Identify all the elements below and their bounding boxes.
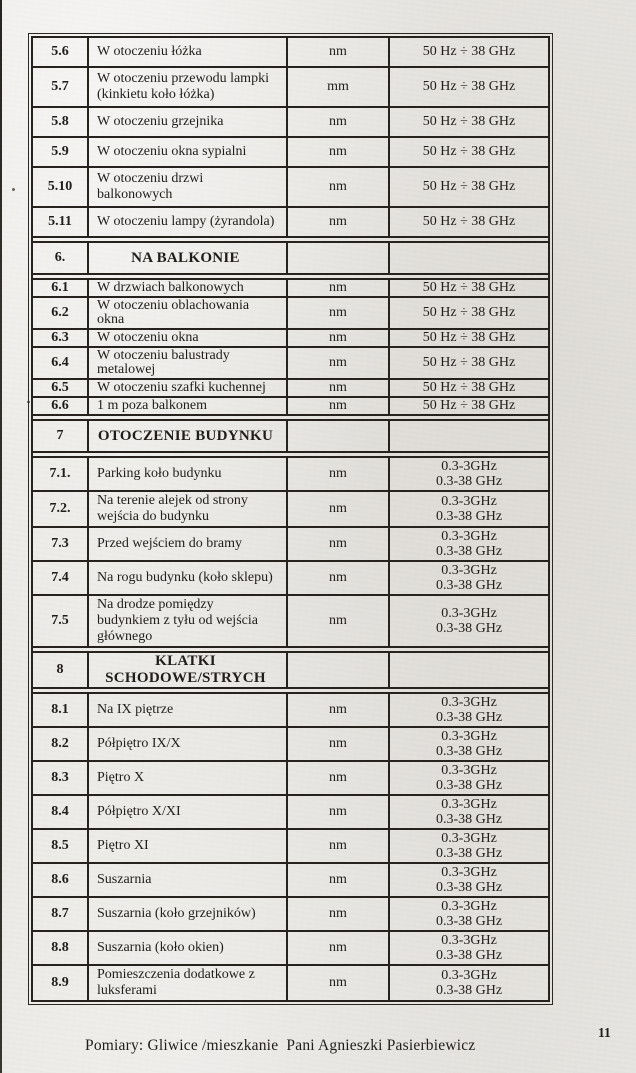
frequency-range-cell-line: 0.3-38 GHz [435,474,503,489]
frequency-range-cell [390,728,548,760]
section-title-cell-line: OTOCZENIE BUDYNKU [97,427,274,444]
section-empty-unit-cell [288,421,390,451]
frequency-range-cell-line: 0.3-3GHz [441,831,497,846]
row-number-cell [33,528,89,560]
frequency-range-cell-line: 0.3-3GHz [441,797,497,812]
unit-cell [288,348,390,378]
location-cell [89,830,288,862]
frequency-range-cell [390,458,548,490]
frequency-range-cell-line: 0.3-3GHz [441,529,497,544]
table-row [33,932,548,966]
location-cell [89,138,288,166]
row-number-cell-line: 8.8 [51,940,69,955]
location-cell-line: głównego [97,629,153,644]
unit-cell-line: nm [329,380,347,395]
frequency-range-cell [390,864,548,896]
section-number-cell-line: 6. [54,250,66,265]
frequency-range-cell-line: 50 Hz ÷ 38 GHz [422,179,516,194]
location-cell-line: Suszarnia (koło grzejników) [97,906,256,921]
location-cell-line: Pomieszczenia dodatkowe z [97,967,255,982]
section-number-cell-line: 8 [56,662,64,677]
location-cell-line: Na drodze pomiędzy [97,597,214,612]
unit-cell [288,330,390,346]
unit-cell [288,458,390,490]
row-number-cell-line: 7.4 [51,570,69,585]
frequency-range-cell [390,562,548,594]
location-cell-line: Na rogu budynku (koło sklepu) [97,570,273,585]
section-empty-frequency-cell [390,421,548,451]
row-number-cell [33,108,89,136]
table-row [33,298,548,330]
unit-cell [288,298,390,328]
table-row [33,208,548,238]
measurement-table [31,36,550,1002]
frequency-range-cell [390,138,548,166]
location-cell [89,762,288,794]
row-number-cell [33,380,89,396]
section-empty-unit-cell [288,243,390,273]
frequency-range-cell [390,694,548,726]
row-number-cell [33,728,89,760]
row-number-cell-line: 5.10 [47,179,73,194]
row-number-cell-line: 5.11 [48,214,72,229]
location-cell [89,864,288,896]
row-number-cell-line: 7.2. [49,501,71,516]
frequency-range-cell-line: 50 Hz ÷ 38 GHz [422,330,516,345]
section-rows [33,456,548,648]
table-row [33,398,548,416]
table-row [33,38,548,68]
frequency-range-cell-line: 0.3-3GHz [441,968,497,983]
table-row [33,138,548,168]
frequency-range-cell-line: 50 Hz ÷ 38 GHz [422,398,516,413]
unit-cell-line: nm [329,398,347,413]
table-row [33,458,548,492]
frequency-range-cell-line: 50 Hz ÷ 38 GHz [422,214,516,229]
row-number-cell-line: 7.1. [49,466,71,481]
section-number-cell-line: 7 [56,428,64,443]
section-rows [33,692,548,1000]
table-row [33,168,548,208]
frequency-range-cell-line: 0.3-3GHz [441,933,497,948]
row-number-cell-line: 6.2 [51,305,69,320]
table-row [33,348,548,380]
unit-cell-line: nm [329,975,347,990]
unit-cell [288,108,390,136]
location-cell [89,108,288,136]
table-row [33,694,548,728]
unit-cell-line: nm [329,872,347,887]
location-cell-line: Suszarnia (koło okien) [97,940,224,955]
row-number-cell [33,280,89,296]
unit-cell-line: nm [329,770,347,785]
location-cell-line: Suszarnia [97,872,152,887]
frequency-range-cell-line: 50 Hz ÷ 38 GHz [422,79,516,94]
location-cell-line: W otoczeniu drzwi [97,171,204,186]
location-cell-line: W otoczeniu szafki kuchennej [97,380,266,395]
location-cell-line: 1 m poza balkonem [97,398,208,413]
frequency-range-cell-line: 50 Hz ÷ 38 GHz [422,144,516,159]
row-number-cell-line: 6.6 [51,398,69,413]
unit-cell-line: nm [329,570,347,585]
row-number-cell-line: 8.9 [51,975,69,990]
frequency-range-cell-line: 0.3-38 GHz [435,710,503,725]
frequency-range-cell [390,168,548,206]
unit-cell-line: nm [329,736,347,751]
location-cell-line: Półpiętro IX/X [97,736,181,751]
frequency-range-cell-line: 0.3-3GHz [441,763,497,778]
footer-caption: Pomiary: Gliwice /mieszkanie Pani Agnieszki Pasierbiewicz [85,1037,476,1054]
row-number-cell [33,932,89,964]
frequency-range-cell-line: 0.3-38 GHz [435,578,503,593]
table-section [33,38,548,238]
row-number-cell [33,492,89,526]
location-cell [89,38,288,66]
frequency-range-cell [390,68,548,106]
unit-cell-line: nm [329,179,347,194]
location-cell [89,932,288,964]
unit-cell [288,138,390,166]
location-cell [89,68,288,106]
unit-cell-line: nm [329,280,347,295]
unit-cell [288,492,390,526]
frequency-range-cell-line: 50 Hz ÷ 38 GHz [422,44,516,59]
table-row [33,864,548,898]
row-number-cell-line: 8.6 [51,872,69,887]
unit-cell [288,38,390,66]
unit-cell [288,762,390,794]
location-cell-line: Piętro X [97,770,145,785]
row-number-cell [33,398,89,414]
frequency-range-cell [390,596,548,646]
location-cell-line: W otoczeniu grzejnika [97,114,224,129]
unit-cell [288,596,390,646]
location-cell-line: metalowej [97,362,156,377]
row-number-cell-line: 8.4 [51,804,69,819]
table-row [33,796,548,830]
unit-cell-line: nm [329,144,347,159]
frequency-range-cell [390,762,548,794]
location-cell-line: Półpiętro X/XI [97,804,181,819]
location-cell [89,898,288,930]
frequency-range-cell-line: 0.3-38 GHz [435,983,503,998]
location-cell-line: W otoczeniu lampy (żyrandola) [97,214,275,229]
table-section [33,241,548,416]
location-cell [89,492,288,526]
row-number-cell [33,348,89,378]
unit-cell [288,898,390,930]
frequency-range-cell [390,298,548,328]
row-number-cell-line: 6.1 [51,280,69,295]
section-title-cell-line: SCHODOWE/STRYCH [105,670,266,686]
row-number-cell-line: 8.2 [51,736,69,751]
row-number-cell-line: 8.5 [51,838,69,853]
location-cell [89,562,288,594]
frequency-range-cell-line: 0.3-38 GHz [435,846,503,861]
frequency-range-cell-line: 0.3-3GHz [441,729,497,744]
section-header-row [33,653,548,689]
section-rows [33,38,548,238]
frequency-range-cell [390,108,548,136]
location-cell-line: W otoczeniu okna [97,330,199,345]
unit-cell-line: nm [329,214,347,229]
row-number-cell-line: 6.3 [51,330,69,345]
location-cell-line: Przed wejściem do bramy [97,536,243,551]
unit-cell [288,398,390,414]
scan-dot-artifact [27,401,30,403]
table-row [33,380,548,398]
location-cell [89,458,288,490]
location-cell-line: Na terenie alejek od strony [97,493,248,508]
location-cell-line: W drzwiach balkonowych [97,280,244,295]
frequency-range-cell-line: 0.3-38 GHz [435,509,503,524]
unit-cell-line: nm [329,44,347,59]
row-number-cell [33,208,89,236]
frequency-range-cell-line: 50 Hz ÷ 38 GHz [422,280,516,295]
row-number-cell [33,898,89,930]
table-row [33,762,548,796]
frequency-range-cell [390,932,548,964]
section-rows [33,278,548,416]
location-cell [89,280,288,296]
unit-cell-line: nm [329,355,347,370]
unit-cell [288,966,390,1000]
section-title-cell [89,421,288,451]
unit-cell-line: mm [327,79,349,94]
frequency-range-cell [390,898,548,930]
frequency-range-cell-line: 0.3-38 GHz [435,914,503,929]
frequency-range-cell-line: 50 Hz ÷ 38 GHz [422,380,516,395]
table-section [33,651,548,1000]
section-empty-frequency-cell [390,653,548,687]
frequency-range-cell-line: 0.3-38 GHz [435,544,503,559]
table-row [33,330,548,348]
location-cell-line: budynkiem z tyłu od wejścia [97,613,258,628]
location-cell-line: Parking koło budynku [97,466,222,481]
section-empty-unit-cell [288,653,390,687]
table-row [33,966,548,1000]
frequency-range-cell [390,492,548,526]
frequency-range-cell-line: 50 Hz ÷ 38 GHz [422,114,516,129]
row-number-cell-line: 5.9 [51,144,69,159]
unit-cell [288,280,390,296]
row-number-cell [33,138,89,166]
row-number-cell-line: 6.4 [51,355,69,370]
location-cell-line: wejścia do budynku [97,509,209,524]
section-title-cell-line: KLATKI [155,653,216,669]
row-number-cell [33,694,89,726]
section-number-cell [33,653,89,687]
table-row [33,728,548,762]
frequency-range-cell [390,796,548,828]
unit-cell [288,380,390,396]
frequency-range-cell-line: 0.3-3GHz [441,606,497,621]
unit-cell [288,694,390,726]
unit-cell [288,830,390,862]
section-title-cell [89,653,288,687]
location-cell-line: (kinkietu koło łóżka) [97,87,215,102]
table-row [33,898,548,932]
unit-cell-line: nm [329,702,347,717]
unit-cell-line: nm [329,330,347,345]
page-number: 11 [598,1025,611,1040]
frequency-range-cell-line: 0.3-3GHz [441,494,497,509]
row-number-cell [33,298,89,328]
row-number-cell [33,596,89,646]
scan-edge-artifact [0,0,2,1073]
location-cell-line: W otoczeniu balustrady [97,348,230,363]
scan-dot-artifact [12,188,15,191]
row-number-cell-line: 6.5 [51,380,69,395]
frequency-range-cell [390,966,548,1000]
location-cell [89,694,288,726]
location-cell [89,348,288,378]
unit-cell [288,864,390,896]
location-cell-line: okna [97,312,125,327]
frequency-range-cell-line: 0.3-38 GHz [435,880,503,895]
row-number-cell-line: 5.6 [51,44,69,59]
table-row [33,596,548,648]
location-cell-line: balkonowych [97,187,173,202]
frequency-range-cell [390,38,548,66]
section-number-cell [33,243,89,273]
unit-cell-line: nm [329,838,347,853]
row-number-cell [33,830,89,862]
frequency-range-cell-line: 0.3-38 GHz [435,812,503,827]
table-row [33,562,548,596]
frequency-range-cell-line: 0.3-38 GHz [435,744,503,759]
frequency-range-cell-line: 50 Hz ÷ 38 GHz [422,305,516,320]
unit-cell [288,562,390,594]
row-number-cell-line: 8.3 [51,770,69,785]
location-cell-line: Piętro XI [97,838,149,853]
row-number-cell [33,762,89,794]
location-cell-line: W otoczeniu oblachowania [97,298,250,313]
location-cell [89,398,288,414]
frequency-range-cell-line: 0.3-3GHz [441,459,497,474]
row-number-cell [33,562,89,594]
location-cell [89,208,288,236]
table-section [33,419,548,648]
frequency-range-cell [390,208,548,236]
table-row [33,528,548,562]
frequency-range-cell-line: 0.3-3GHz [441,563,497,578]
section-number-cell [33,421,89,451]
unit-cell-line: nm [329,906,347,921]
unit-cell-line: nm [329,536,347,551]
unit-cell-line: nm [329,466,347,481]
frequency-range-cell-line: 0.3-38 GHz [435,948,503,963]
frequency-range-cell [390,348,548,378]
unit-cell [288,208,390,236]
unit-cell-line: nm [329,305,347,320]
unit-cell [288,68,390,106]
section-title-cell-line: NA BALKONIE [131,249,240,266]
unit-cell-line: nm [329,501,347,516]
table-row [33,280,548,298]
unit-cell-line: nm [329,940,347,955]
row-number-cell [33,458,89,490]
unit-cell [288,728,390,760]
row-number-cell-line: 7.5 [51,613,69,628]
section-header-row [33,243,548,275]
frequency-range-cell-line: 0.3-38 GHz [435,621,503,636]
frequency-range-cell-line: 0.3-3GHz [441,899,497,914]
frequency-range-cell-line: 0.3-3GHz [441,695,497,710]
row-number-cell-line: 5.8 [51,114,69,129]
frequency-range-cell [390,830,548,862]
location-cell [89,380,288,396]
location-cell-line: luksferami [97,983,157,998]
unit-cell [288,528,390,560]
location-cell [89,298,288,328]
unit-cell-line: nm [329,804,347,819]
location-cell-line: W otoczeniu przewodu lampki [97,71,269,86]
location-cell [89,796,288,828]
section-empty-frequency-cell [390,243,548,273]
row-number-cell-line: 5.7 [51,79,69,94]
row-number-cell-line: 8.7 [51,906,69,921]
location-cell [89,330,288,346]
location-cell [89,596,288,646]
frequency-range-cell [390,380,548,396]
table-row [33,492,548,528]
location-cell-line: Na IX piętrze [97,702,174,717]
table-row [33,830,548,864]
row-number-cell [33,330,89,346]
section-title-cell [89,243,288,273]
unit-cell [288,168,390,206]
frequency-range-cell [390,398,548,414]
location-cell [89,966,288,1000]
location-cell [89,728,288,760]
row-number-cell [33,68,89,106]
frequency-range-cell [390,528,548,560]
frequency-range-cell-line: 50 Hz ÷ 38 GHz [422,355,516,370]
row-number-cell [33,966,89,1000]
unit-cell [288,932,390,964]
frequency-range-cell [390,280,548,296]
location-cell [89,168,288,206]
frequency-range-cell-line: 0.3-38 GHz [435,778,503,793]
unit-cell-line: nm [329,613,347,628]
row-number-cell [33,864,89,896]
table-row [33,68,548,108]
location-cell [89,528,288,560]
unit-cell [288,796,390,828]
frequency-range-cell [390,330,548,346]
unit-cell-line: nm [329,114,347,129]
location-cell-line: W otoczeniu łóżka [97,44,202,59]
row-number-cell-line: 8.1 [51,702,69,717]
row-number-cell-line: 7.3 [51,536,69,551]
row-number-cell [33,796,89,828]
section-header-row [33,421,548,453]
table-row [33,108,548,138]
row-number-cell [33,38,89,66]
row-number-cell [33,168,89,206]
frequency-range-cell-line: 0.3-3GHz [441,865,497,880]
location-cell-line: W otoczeniu okna sypialni [97,144,247,159]
